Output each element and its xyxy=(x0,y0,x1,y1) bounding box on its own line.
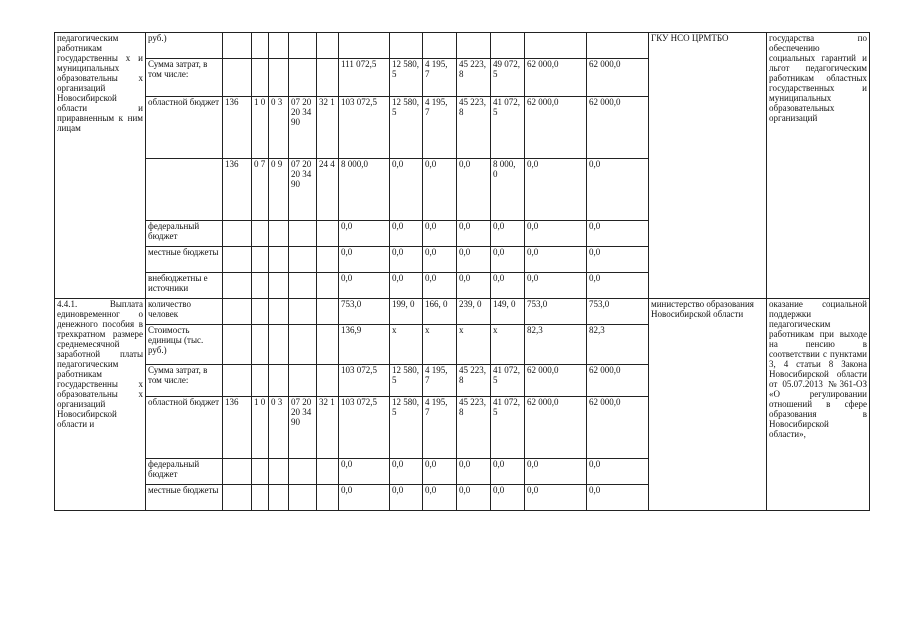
cell-y2: 0,0 xyxy=(423,485,457,511)
cell-rzd xyxy=(252,221,269,247)
cell-grbs xyxy=(223,33,252,59)
cell-rzd xyxy=(252,325,269,365)
cell-pr xyxy=(269,325,289,365)
cell-total: 111 072,5 xyxy=(339,59,390,97)
cell-y3: 239, 0 xyxy=(457,299,491,325)
cell-y6: 753,0 xyxy=(587,299,649,325)
cell-grbs xyxy=(223,365,252,397)
cell-y5: 62 000,0 xyxy=(525,97,587,159)
cell-ind: Стоимость единицы (тыс. руб.) xyxy=(146,325,223,365)
cell-csr xyxy=(289,247,317,273)
cell-grbs xyxy=(223,221,252,247)
cell-y4: 41 072, 5 xyxy=(491,397,525,459)
executor: ГКУ НСО ЦРМТБО xyxy=(649,33,767,299)
cell-y3: 0,0 xyxy=(457,459,491,485)
cell-pr xyxy=(269,33,289,59)
cell-y2: 4 195, 7 xyxy=(423,365,457,397)
cell-y1: 0,0 xyxy=(390,485,423,511)
cell-rzd: 1 0 xyxy=(252,97,269,159)
cell-ind: Сумма затрат, в том числе: xyxy=(146,365,223,397)
cell-y4: х xyxy=(491,325,525,365)
cell-y5: 0,0 xyxy=(525,159,587,221)
cell-y1: 0,0 xyxy=(390,273,423,299)
cell-pr xyxy=(269,485,289,511)
cell-y5: 0,0 xyxy=(525,221,587,247)
cell-vr xyxy=(317,247,339,273)
cell-y6: 62 000,0 xyxy=(587,397,649,459)
cell-vr xyxy=(317,33,339,59)
cell-csr xyxy=(289,299,317,325)
cell-rzd xyxy=(252,247,269,273)
cell-pr: 0 3 xyxy=(269,397,289,459)
cell-pr xyxy=(269,365,289,397)
cell-y5: 0,0 xyxy=(525,459,587,485)
activity-name: педагогическим работникам государственны х и муниципальных образовательны х организаций Новосибирской области и приравненным к ним лицам xyxy=(55,33,146,299)
cell-grbs: 136 xyxy=(223,159,252,221)
cell-csr xyxy=(289,459,317,485)
cell-y5: 0,0 xyxy=(525,247,587,273)
cell-ind: федеральный бюджет xyxy=(146,221,223,247)
cell-y4: 149, 0 xyxy=(491,299,525,325)
cell-total: 753,0 xyxy=(339,299,390,325)
cell-vr xyxy=(317,459,339,485)
cell-y5: 0,0 xyxy=(525,273,587,299)
cell-ind: федеральный бюджет xyxy=(146,459,223,485)
cell-ind: внебюджетны е источники xyxy=(146,273,223,299)
cell-y3: 45 223, 8 xyxy=(457,397,491,459)
cell-y5: 62 000,0 xyxy=(525,365,587,397)
cell-grbs xyxy=(223,485,252,511)
cell-ind: руб.) xyxy=(146,33,223,59)
cell-grbs xyxy=(223,59,252,97)
cell-y6: 0,0 xyxy=(587,273,649,299)
cell-rzd: 0 7 xyxy=(252,159,269,221)
cell-y4: 0,0 xyxy=(491,459,525,485)
cell-y1 xyxy=(390,33,423,59)
expected-result: оказание социальной поддержки педагогическим работникам при выходе на пенсию в соответствии с пунктами 3, 4 статьи 8 Закона Новосибирской области от 05.07.2013 №361-ОЗ «О регулировании отношений в сфере образования в Новосибирской области», xyxy=(767,299,870,511)
cell-rzd xyxy=(252,459,269,485)
cell-rzd xyxy=(252,299,269,325)
cell-pr xyxy=(269,299,289,325)
cell-y4: 0,0 xyxy=(491,247,525,273)
cell-ind: Сумма затрат, в том числе: xyxy=(146,59,223,97)
cell-y2: 4 195, 7 xyxy=(423,397,457,459)
cell-csr xyxy=(289,59,317,97)
cell-y2: 0,0 xyxy=(423,221,457,247)
cell-y6: 0,0 xyxy=(587,247,649,273)
cell-y4: 8 000, 0 xyxy=(491,159,525,221)
cell-total xyxy=(339,33,390,59)
cell-ind: областной бюджет xyxy=(146,97,223,159)
cell-vr xyxy=(317,59,339,97)
cell-pr xyxy=(269,273,289,299)
table-body xyxy=(55,33,870,511)
cell-ind: количество человек xyxy=(146,299,223,325)
cell-y3: 0,0 xyxy=(457,159,491,221)
cell-vr xyxy=(317,299,339,325)
cell-y2: 4 195, 7 xyxy=(423,59,457,97)
cell-total: 8 000,0 xyxy=(339,159,390,221)
cell-csr xyxy=(289,273,317,299)
cell-y2: 0,0 xyxy=(423,273,457,299)
cell-y6: 0,0 xyxy=(587,459,649,485)
cell-vr: 32 1 xyxy=(317,97,339,159)
cell-vr xyxy=(317,365,339,397)
cell-y3: 45 223, 8 xyxy=(457,365,491,397)
cell-y6: 0,0 xyxy=(587,221,649,247)
cell-total: 0,0 xyxy=(339,485,390,511)
cell-pr xyxy=(269,59,289,97)
cell-y1: 0,0 xyxy=(390,459,423,485)
cell-y2: 166, 0 xyxy=(423,299,457,325)
cell-pr: 0 3 xyxy=(269,97,289,159)
cell-rzd: 1 0 xyxy=(252,397,269,459)
cell-total: 0,0 xyxy=(339,221,390,247)
cell-y6 xyxy=(587,33,649,59)
cell-rzd xyxy=(252,273,269,299)
cell-y2: 0,0 xyxy=(423,459,457,485)
cell-y3: 45 223, 8 xyxy=(457,97,491,159)
cell-csr xyxy=(289,325,317,365)
cell-vr xyxy=(317,221,339,247)
cell-csr: 07 20 20 34 90 xyxy=(289,159,317,221)
cell-grbs xyxy=(223,459,252,485)
cell-ind: областной бюджет xyxy=(146,397,223,459)
cell-total: 103 072,5 xyxy=(339,97,390,159)
cell-y5: 62 000,0 xyxy=(525,397,587,459)
cell-total: 103 072,5 xyxy=(339,365,390,397)
cell-y4: 49 072, 5 xyxy=(491,59,525,97)
table-row xyxy=(55,299,870,325)
cell-y4: 0,0 xyxy=(491,485,525,511)
cell-y4 xyxy=(491,33,525,59)
cell-vr xyxy=(317,273,339,299)
cell-csr xyxy=(289,365,317,397)
cell-y2: 4 195, 7 xyxy=(423,97,457,159)
cell-y3: 45 223, 8 xyxy=(457,59,491,97)
cell-csr: 07 20 20 34 90 xyxy=(289,97,317,159)
cell-rzd xyxy=(252,59,269,97)
cell-grbs: 136 xyxy=(223,97,252,159)
cell-y6: 62 000,0 xyxy=(587,365,649,397)
cell-vr: 32 1 xyxy=(317,397,339,459)
cell-y3: 0,0 xyxy=(457,247,491,273)
cell-grbs xyxy=(223,325,252,365)
cell-csr xyxy=(289,485,317,511)
cell-rzd xyxy=(252,485,269,511)
cell-y6: 0,0 xyxy=(587,159,649,221)
cell-pr: 0 9 xyxy=(269,159,289,221)
cell-y4: 0,0 xyxy=(491,273,525,299)
cell-y5: 62 000,0 xyxy=(525,59,587,97)
cell-y1: 12 580, 5 xyxy=(390,59,423,97)
cell-y2: 0,0 xyxy=(423,159,457,221)
cell-y1: 199, 0 xyxy=(390,299,423,325)
cell-ind: местные бюджеты xyxy=(146,247,223,273)
cell-y4: 41 072, 5 xyxy=(491,97,525,159)
cell-grbs xyxy=(223,273,252,299)
cell-y6: 0,0 xyxy=(587,485,649,511)
cell-y6: 62 000,0 xyxy=(587,59,649,97)
cell-y1: 0,0 xyxy=(390,159,423,221)
cell-y5: 753,0 xyxy=(525,299,587,325)
cell-csr xyxy=(289,221,317,247)
cell-rzd xyxy=(252,365,269,397)
cell-pr xyxy=(269,247,289,273)
cell-y3: 0,0 xyxy=(457,273,491,299)
cell-y4: 41 072, 5 xyxy=(491,365,525,397)
cell-csr xyxy=(289,33,317,59)
cell-y6: 82,3 xyxy=(587,325,649,365)
cell-y5 xyxy=(525,33,587,59)
executor: министерство образования Новосибирской области xyxy=(649,299,767,511)
cell-grbs xyxy=(223,299,252,325)
cell-total: 136,9 xyxy=(339,325,390,365)
cell-pr xyxy=(269,221,289,247)
cell-rzd xyxy=(252,33,269,59)
cell-y3: 0,0 xyxy=(457,485,491,511)
cell-y1: 12 580, 5 xyxy=(390,397,423,459)
cell-y1: 0,0 xyxy=(390,247,423,273)
cell-vr xyxy=(317,325,339,365)
cell-grbs: 136 xyxy=(223,397,252,459)
cell-y1: 12 580, 5 xyxy=(390,365,423,397)
cell-y5: 82,3 xyxy=(525,325,587,365)
cell-grbs xyxy=(223,247,252,273)
cell-y3: х xyxy=(457,325,491,365)
cell-csr: 07 20 20 34 90 xyxy=(289,397,317,459)
cell-y5: 0,0 xyxy=(525,485,587,511)
expected-result: государства по обеспечению социальных гарантий и льгот педагогическим работникам областных государственных и муниципальных образовательных организаций xyxy=(767,33,870,299)
cell-y6: 62 000,0 xyxy=(587,97,649,159)
budget-table xyxy=(54,32,870,511)
cell-y2: х xyxy=(423,325,457,365)
cell-y4: 0,0 xyxy=(491,221,525,247)
cell-y1: 12 580, 5 xyxy=(390,97,423,159)
cell-vr xyxy=(317,485,339,511)
table-row xyxy=(55,33,870,59)
cell-ind xyxy=(146,159,223,221)
cell-total: 103 072,5 xyxy=(339,397,390,459)
cell-total: 0,0 xyxy=(339,273,390,299)
cell-ind: местные бюджеты xyxy=(146,485,223,511)
activity-name: 4.4.1. Выплата единовременног о денежного пособия в трехкратном размере среднемесячной заработной платы педагогическим работникам государственны х образовательны х организаций Новосибирской области и xyxy=(55,299,146,511)
cell-y2 xyxy=(423,33,457,59)
cell-vr: 24 4 xyxy=(317,159,339,221)
cell-y1: х xyxy=(390,325,423,365)
cell-total: 0,0 xyxy=(339,247,390,273)
cell-y3 xyxy=(457,33,491,59)
cell-pr xyxy=(269,459,289,485)
cell-y3: 0,0 xyxy=(457,221,491,247)
cell-y2: 0,0 xyxy=(423,247,457,273)
cell-total: 0,0 xyxy=(339,459,390,485)
cell-y1: 0,0 xyxy=(390,221,423,247)
